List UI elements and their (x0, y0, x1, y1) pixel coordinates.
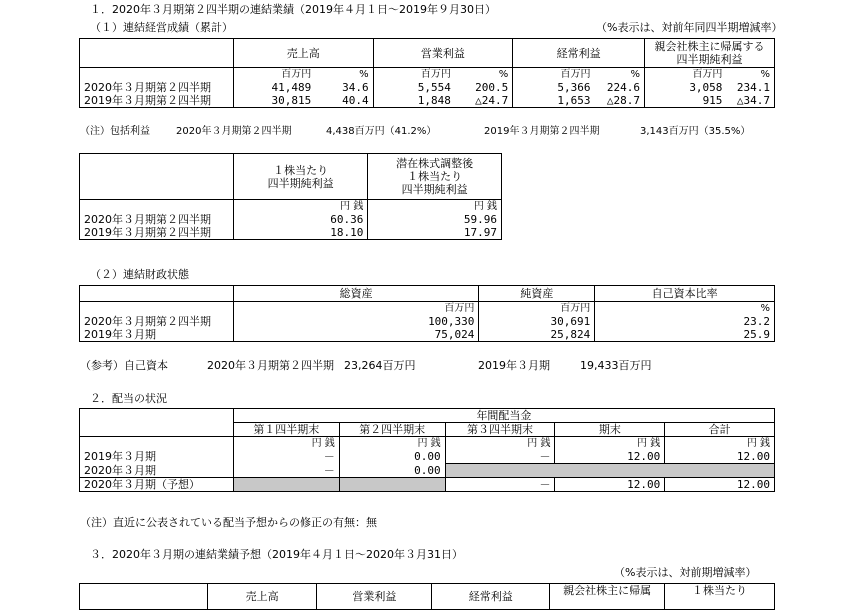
pct-label: % (726, 68, 774, 82)
cell: 12.00 (665, 450, 775, 464)
cell: 23.2 (595, 315, 775, 328)
cell: 59.96 (368, 213, 502, 226)
row-label: 2019年３月期 (80, 328, 234, 342)
col-eps: １株当たり 四半期純利益 (233, 154, 368, 200)
col-sales: 売上高 (233, 39, 373, 68)
unit-label: 円 銭 (233, 437, 339, 451)
section3-title: ３．2020年３月期の連結業績予想（2019年４月１日～2020年３月31日） (90, 548, 463, 561)
cell: 25,824 (479, 328, 595, 342)
col-operating-profit: 営業利益 (373, 39, 513, 68)
col-q2: 第２四半期末 (339, 423, 445, 437)
col-ordinary-profit: 経常利益 (432, 584, 550, 610)
row-label: 2019年３月期第２四半期 (80, 226, 234, 240)
eps-table (79, 153, 502, 240)
col-sales: 売上高 (207, 584, 317, 610)
pct-label: % (455, 68, 513, 82)
col-ordinary-profit: 経常利益 (513, 39, 645, 68)
col-diluted-eps: 潜在株式調整後 １株当たり 四半期純利益 (368, 154, 502, 200)
pct-label: % (315, 68, 373, 82)
shaded-cell (445, 464, 555, 478)
unit-label: 百万円 (233, 302, 478, 316)
shaded-cell (665, 464, 775, 478)
col-annual-dividend: 年間配当金 (233, 409, 774, 423)
table-row (80, 226, 502, 240)
col-net-profit: 親会社株主に帰属 (550, 584, 665, 610)
cell: － (445, 477, 555, 491)
cell: 915 (645, 94, 727, 108)
cell: 17.97 (368, 226, 502, 240)
cell: 200.5 (455, 81, 513, 94)
col-net-profit: 親会社株主に帰属する 四半期純利益 (645, 39, 775, 68)
cell: 60.36 (233, 213, 368, 226)
equity-reference-note: （参考）自己資本 2020年３月期第２四半期 23,264百万円 2019年３月期 19,433百万円 (80, 359, 652, 372)
shaded-cell (555, 464, 665, 478)
row-label: 2020年３月期第２四半期 (80, 81, 234, 94)
row-label: 2020年３月期第２四半期 (80, 213, 234, 226)
financial-table (79, 285, 775, 342)
section1-2-title: （２）連結財政状態 (90, 268, 189, 281)
table-row (80, 450, 775, 464)
cell: △24.7 (455, 94, 513, 108)
results-table (79, 38, 775, 108)
table-row (80, 328, 775, 342)
comprehensive-income-note: （注）包括利益 2020年３月期第２四半期 4,438百万円（41.2%） 2019年３月期第２四半期 3,143百万円（35.5%） (80, 126, 751, 137)
cell: 224.6 (595, 81, 645, 94)
unit-label: 円 銭 (368, 200, 502, 214)
cell: － (233, 450, 339, 464)
cell: 0.00 (339, 464, 445, 478)
cell: － (233, 464, 339, 478)
section2-title: ２．配当の状況 (90, 392, 167, 405)
section1-1-note: （%表示は、対前年同四半期増減率） (596, 21, 783, 34)
cell: 5,366 (557, 81, 591, 94)
unit-label: 円 銭 (339, 437, 445, 451)
row-label: 2020年３月期（予想） (80, 477, 234, 491)
unit-label: 百万円 (420, 69, 451, 80)
row-label: 2019年３月期 (80, 450, 234, 464)
cell: 100,330 (233, 315, 478, 328)
col-eps: １株当たり (665, 584, 775, 610)
cell: 12.00 (665, 477, 775, 491)
unit-label: 百万円 (233, 68, 315, 82)
table-row (80, 81, 775, 94)
col-operating-profit: 営業利益 (317, 584, 432, 610)
cell: △28.7 (595, 94, 645, 108)
dividends-table (79, 408, 775, 492)
section1-1-title: （１）連結経営成績（累計） (90, 21, 233, 34)
cell: 41,489 (271, 81, 312, 94)
row-label: 2019年３月期第２四半期 (80, 94, 234, 108)
cell: 40.4 (315, 94, 373, 108)
row-label: 2020年３月期第２四半期 (80, 315, 234, 328)
unit-label: 円 銭 (555, 437, 665, 451)
cell: 1,653 (513, 94, 595, 108)
col-equity-ratio: 自己資本比率 (595, 286, 775, 302)
pct-label: % (595, 302, 775, 316)
table-row (80, 94, 775, 108)
col-total: 合計 (665, 423, 775, 437)
cell: △34.7 (726, 94, 774, 108)
row-label: 2020年３月期 (80, 464, 234, 478)
unit-label: 百万円 (560, 69, 591, 80)
cell: 25.9 (595, 328, 775, 342)
dividend-revision-note: （注）直近に公表されている配当予想からの修正の有無：無 (80, 516, 377, 529)
cell: 30,815 (233, 94, 315, 108)
unit-label: 百万円 (692, 69, 723, 80)
pct-label: % (595, 68, 645, 82)
section1-title: １．2020年３月期第２四半期の連結業績（2019年４月１日～2019年９月30日） (90, 3, 496, 16)
cell: 12.00 (555, 450, 665, 464)
unit-label: 百万円 (479, 302, 595, 316)
cell: 0.00 (339, 450, 445, 464)
cell: 34.6 (315, 81, 373, 94)
cell: 5,554 (417, 81, 451, 94)
col-q1: 第１四半期末 (233, 423, 339, 437)
cell: 1,848 (373, 94, 455, 108)
cell: 3,058 (689, 81, 723, 94)
table-row (80, 315, 775, 328)
section3-note: （%表示は、対前期増減率） (614, 566, 757, 579)
cell: 12.00 (555, 477, 665, 491)
shaded-cell (233, 477, 339, 491)
col-net-assets: 純資産 (479, 286, 595, 302)
cell: 30,691 (479, 315, 595, 328)
forecast-table (79, 583, 775, 610)
unit-label: 円 銭 (233, 200, 368, 214)
cell: 234.1 (726, 81, 774, 94)
unit-label: 円 銭 (445, 437, 555, 451)
cell: 18.10 (233, 226, 368, 240)
table-row (80, 213, 502, 226)
table-row (80, 477, 775, 491)
table-row (80, 464, 775, 478)
col-year-end: 期末 (555, 423, 665, 437)
shaded-cell (339, 477, 445, 491)
col-total-assets: 総資産 (233, 286, 478, 302)
col-q3: 第３四半期末 (445, 423, 555, 437)
cell: 75,024 (233, 328, 478, 342)
unit-label: 円 銭 (665, 437, 775, 451)
cell: － (445, 450, 555, 464)
